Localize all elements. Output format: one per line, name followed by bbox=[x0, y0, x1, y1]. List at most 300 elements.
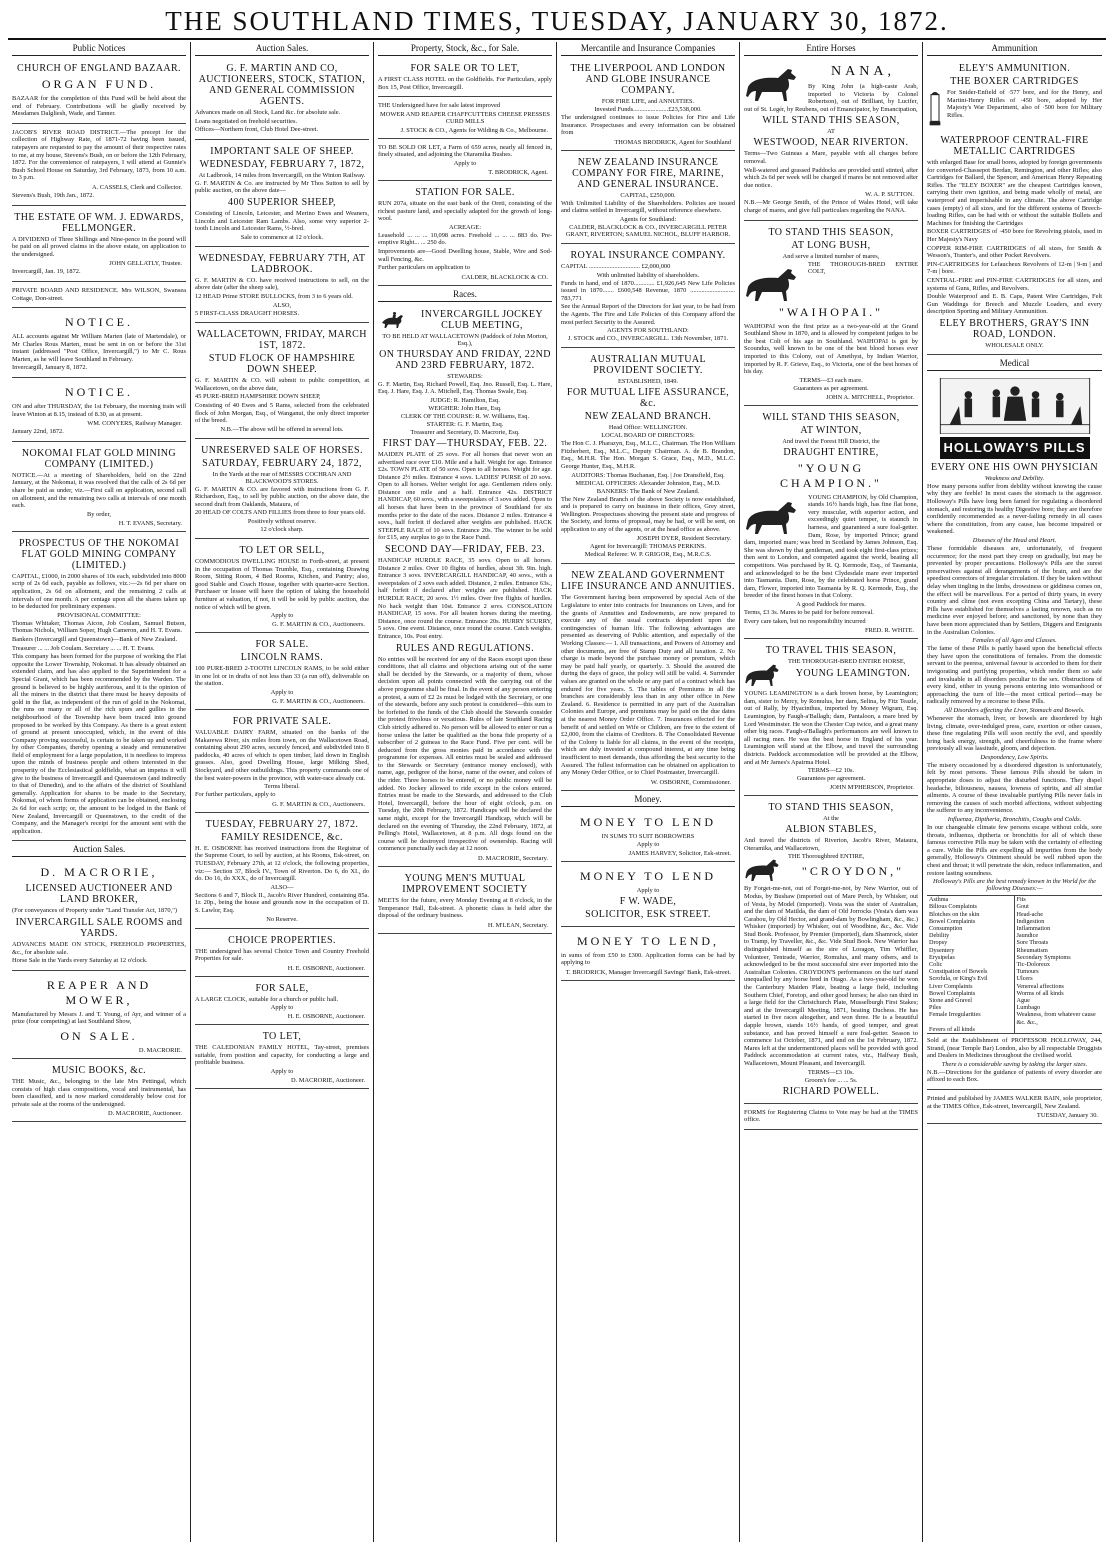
ad-lincoln bbox=[195, 635, 369, 710]
ad-date: Invercargill, January 8, 1872. bbox=[12, 364, 88, 372]
ad-terms: TERMS—£2 10s. bbox=[807, 767, 855, 775]
ad-title: TO LET, bbox=[262, 1031, 302, 1043]
ad-signature: JAMES HARVEY, Solicitor, Esk-street. bbox=[628, 849, 731, 857]
ad-text: The undersigned continues to issue Policies for Fire and Life Insurance. Prospectuses and every information can be obtained from bbox=[561, 114, 735, 137]
ad-title: AUSTRALIAN MUTUAL PROVIDENT SOCIETY. bbox=[590, 354, 706, 377]
ad-lot: 45 PURE-BRED HAMPSHIRE DOWN SHEEP, bbox=[195, 393, 321, 401]
imprint bbox=[927, 1092, 1102, 1124]
horse-icon bbox=[744, 855, 784, 883]
ad-text: THE Undersigned have for sale latest improved bbox=[378, 102, 501, 110]
ad-funds: Invested Funds......................£23,538,000. bbox=[594, 106, 702, 113]
column-insurance-money bbox=[557, 42, 740, 1542]
ad-nana bbox=[744, 59, 918, 221]
ad-apply: Apply to bbox=[636, 886, 660, 894]
ad-heading: Influenza, Diptheria, Bronchitis, Coughs and Colds. bbox=[947, 816, 1082, 824]
disease-item: Bowel Complaints bbox=[927, 918, 1015, 925]
disease-item: Erysipelas bbox=[927, 954, 1015, 961]
ad-title: NEW ZEALAND INSURANCE COMPANY FOR FIRE, MARINE, AND GENERAL INSURANCE. bbox=[572, 156, 724, 190]
ad-nb: N.B.—Directions for the guidance of patients of every disorder are affixed to each Box. bbox=[927, 1068, 1102, 1084]
ad-text: Offices—Northern front, Club Hotel Dee-street. bbox=[195, 126, 319, 134]
disease-item: Tumours bbox=[1016, 968, 1039, 976]
ad-signature: H. M'LEAN, Secretary. bbox=[487, 921, 548, 929]
column-property-races bbox=[374, 42, 557, 1542]
ad-title: THE ESTATE OF WM. J. EDWARDS, FELLMONGER. bbox=[14, 211, 184, 234]
disease-item: Bowel Complaints bbox=[927, 990, 1015, 997]
ad-travel: And travel the districts of Riverton, Jacob's River, Mataura, Oteramika, and Wallacetown, bbox=[744, 837, 918, 852]
ad-starter: STARTER: G. F. Martin, Esq. bbox=[426, 420, 504, 428]
ad-text: 100 PURE-BRED 2-TOOTH LINCOLN RAMS, to be sold either in one lot or in drafts of not less than 33 (a run off), deliverable on the station. bbox=[195, 665, 369, 688]
ad-judge: JUDGE: R. Hamilton, Esq. bbox=[430, 396, 500, 404]
ad-title: MONEY TO LEND bbox=[579, 868, 717, 883]
disease-item: Dysentery bbox=[927, 947, 1015, 954]
disease-item: Weakness, from whatever cause &c. &c., bbox=[1016, 1011, 1096, 1026]
disease-item: Inflammation bbox=[1016, 925, 1051, 932]
ad-text: Horse Sale in the Yards every Saturday at 12 o'clock. bbox=[12, 957, 148, 965]
ad-sheep-sale bbox=[195, 142, 369, 247]
ad-text: G. F. MARTIN & CO. have received instructions to sell, on the above date (after the sheep sale), bbox=[195, 276, 369, 292]
ad-terms: TERMS—£3 each mare. bbox=[799, 376, 863, 384]
ad-subtitle: IN SUMS TO SUIT BORROWERS bbox=[601, 832, 695, 840]
ad-directors: The Hon C. J. Pharazyn, Esq., M.L.C., Chairman. The Hon William Fitzherbert, Esq., M.L.C., Deputy Chairman. A. de B. Brandon, Esq., M.H.R. The Hon. Morgan S. Grace, Esq., M.D., M.L.C. George Hunter, Esq., M.H.R. bbox=[561, 440, 735, 470]
horse-icon bbox=[744, 496, 804, 536]
ad-text: THE CALEDONIAN FAMILY HOTEL, Tay-street, premises suitable, from position and capacity, for conducting a large and profitable business. bbox=[195, 1044, 369, 1067]
ad-nz-insurance bbox=[561, 153, 735, 244]
ad-heading: All Disorders affecting the Liver, Stomach and Bowels. bbox=[944, 706, 1085, 714]
disease-item: Asthma bbox=[927, 896, 1015, 903]
ad-subtitle: At Ladbrook, 14 miles from Invercargill, on the Winton Railway. bbox=[198, 171, 366, 179]
ad-family-residence bbox=[195, 815, 369, 929]
ad-signature: JOHN GELLATLY, Trustee. bbox=[109, 260, 182, 268]
disease-item: Debility bbox=[927, 932, 1015, 939]
ad-title: MUSIC BOOKS, &c. bbox=[51, 1064, 147, 1076]
ad-text: Loans negotiated on freehold securities. bbox=[195, 117, 298, 125]
ad-text: Manufactured by Messrs J. and T. Young, of Ayr, and winner of a prize (four competing) at last Southland Show, bbox=[12, 1010, 186, 1026]
ad-title: CHOICE PROPERTIES. bbox=[228, 934, 336, 946]
column-entire-horses bbox=[740, 42, 923, 1542]
ad-text: Well-watered and grassed Paddocks are provided until stinted, after which 2s 6d per week will be charged if mares be not removed after due notice. bbox=[744, 166, 918, 189]
ad-signature: J. STOCK and CO., INVERCARGILL. 13th November, 1871. bbox=[567, 335, 729, 343]
ad-royal bbox=[561, 246, 735, 348]
ad-signature: JOSEPH DYER, Resident Secretary. bbox=[636, 535, 731, 543]
ad-signature: D. MACRORIE, Secretary. bbox=[477, 855, 548, 862]
ad-title: G. F. MARTIN AND CO, AUCTIONEERS, STOCK, STATION, AND GENERAL COMMISSION AGENTS. bbox=[198, 63, 366, 107]
ad-heading: Despondency, Low Spirits. bbox=[980, 753, 1049, 761]
disease-item: Venereal affections bbox=[1016, 982, 1064, 990]
ad-by-order: By order, bbox=[87, 510, 111, 518]
ad-auditors: AUDITORS: Thomas Buchanan, Esq. | Joe Dransfield, Esq. bbox=[571, 471, 725, 479]
ad-text: See the Annual Report of the Directors for last year, to be had from the Agents. The Fire and Life Policies of this Company afford the most perfect Security to the Assured. bbox=[561, 303, 735, 326]
ad-title: WEDNESDAY, FEBRUARY 7TH, AT LADBROOK. bbox=[198, 252, 366, 275]
ad-lot: 12 HEAD Prime STORE BULLOCKS, from 3 to 6 years old. bbox=[195, 292, 353, 300]
masthead: THE SOUTHLAND TIMES, TUESDAY, JANUARY 30, 1872. bbox=[8, 6, 1106, 40]
disease-table bbox=[927, 895, 1102, 1034]
ad-at: AT LONG BUSH, bbox=[791, 239, 871, 251]
ad-subtitle: FAMILY RESIDENCE, &c. bbox=[221, 831, 343, 843]
ad-dairy-farm bbox=[195, 712, 369, 813]
ad-signature: G. F. MARTIN & CO., Auctioneers. bbox=[272, 800, 365, 808]
ad-title: NOKOMAI FLAT GOLD MINING COMPANY (LIMITED.) bbox=[21, 447, 177, 470]
ad-officers: Treasurer ... ... Job Coulam. Secretary ... ... H. T. Evans. bbox=[12, 644, 155, 652]
ad-title: FOR SALE, bbox=[255, 982, 309, 994]
ad-bazaar bbox=[12, 59, 186, 124]
ad-second-day: SECOND DAY—FRIDAY, FEB. 23. bbox=[385, 544, 545, 556]
ad-heading: Weakness and Debility. bbox=[984, 474, 1045, 482]
column-auction-sales bbox=[191, 42, 374, 1542]
ad-nz-government bbox=[561, 566, 735, 790]
ad-title: D. MACRORIE, bbox=[40, 865, 158, 880]
column-public-notices bbox=[8, 42, 191, 1542]
ad-ymmis bbox=[378, 869, 552, 934]
ad-title: STATION FOR SALE. bbox=[415, 186, 515, 198]
ad-date: Invercargill, Jan. 19, 1872. bbox=[12, 268, 81, 276]
ad-capital: CAPITAL, £250,000. bbox=[620, 191, 676, 199]
ad-title: DRAUGHT ENTIRE, bbox=[783, 446, 879, 458]
ad-title: FOR SALE. bbox=[255, 639, 309, 651]
ad-text: How many persons suffer from debility without knowing the cause why they are feeble! In most cases the stomach is the aggressor. Holloway's Pills have long been famed for regulating a disordered stomach, and restoring its healthy Digestive bore; they are therefore confidently recommended as a never-failing remedy in all cases where the constitution, from any cause, has become impaired or weakened. bbox=[927, 482, 1102, 536]
disease-item: Indigestion bbox=[1016, 917, 1045, 925]
ad-notice-marten bbox=[12, 310, 186, 378]
ad-subtitle: LICENSED AUCTIONEER AND LAND BROKER, bbox=[25, 883, 173, 906]
ad-choice bbox=[195, 931, 369, 977]
ad-macrorie bbox=[12, 860, 186, 970]
ad-liverpool bbox=[561, 59, 735, 151]
ad-subtitle: THE BOXER CARTRIDGES bbox=[950, 76, 1079, 87]
disease-item: Rheumatism bbox=[1016, 946, 1048, 954]
ad-horses bbox=[195, 441, 369, 539]
ad-subtitle: ORGAN FUND. bbox=[41, 77, 157, 91]
ad-signature: SOLICITOR, ESK STREET. bbox=[585, 908, 711, 920]
ad-apply: Apply to bbox=[270, 689, 294, 696]
ad-holloway bbox=[927, 374, 1102, 1090]
disease-item: Piles bbox=[927, 1004, 1015, 1011]
ad-apply: For further particulars, apply to bbox=[195, 791, 276, 799]
ad-bankers: BANKERS: The Bank of New Zealand. bbox=[596, 487, 700, 495]
ad-title: FOR PRIVATE SALE. bbox=[232, 716, 332, 727]
ad-signature: D. MACRORIE. bbox=[138, 1046, 182, 1054]
ad-title: CHURCH OF ENGLAND BAZAAR. bbox=[17, 63, 181, 74]
ad-lot: 5 FIRST-CLASS DRAUGHT HORSES. bbox=[195, 309, 300, 317]
ad-text: BAZAAR for the completion of this Fund will be held about the end of February. Contributions will be gladly received by Mesdames Dalgliesh, Wade, and Tanner. bbox=[12, 95, 186, 118]
ad-subtitle: FOR MUTUAL LIFE ASSURANCE, &c. bbox=[566, 387, 730, 410]
ad-title: ROYAL INSURANCE COMPANY. bbox=[570, 249, 726, 261]
ad-on-sale: ON SALE. bbox=[60, 1028, 138, 1043]
ad-title: NANA, bbox=[831, 64, 895, 79]
ad-date: Stevens's Bush, 19th Jan., 1872. bbox=[12, 191, 95, 199]
ad-terms: Terms liberal. bbox=[264, 783, 300, 791]
ad-signature: D. MACRORIE, Auctioneer. bbox=[290, 1077, 365, 1085]
ad-farm bbox=[378, 141, 552, 181]
ad-signature: FRED. R. WHITE. bbox=[864, 627, 914, 635]
ad-text: These formidable diseases are, unfortunately, of frequent occurrence; for the most part they creep on gradually, but may be prevented by proper precautions. Holloway's Pills are the surest preservatives against all derangements of the brain, and are the speediest correctors of irregular circulation. If they be taken without delay when tingling in the limbs, drowsiness or giddiness comes on, the effect will be marvellous. For a period of thirty years, in every country and clime (not even excepting China and Tartary), these Pills have established for themselves a lasting renown, such as no medicine ever enjoyed before; and sanctioned, by none than they have been more appreciated than by Settlers, Diggers and Emigrants in the Australian Colonies. bbox=[927, 545, 1102, 636]
ad-pin: PIN-CARTRIDGES for Lefaucheux Revolvers of 12-m | 9-m | and 7-m | bore. bbox=[927, 260, 1102, 276]
ad-text: YOUNG CHAMPION, by Old Champion, stands 16½ hands high, has fine flat bone, very muscular, with superior action, and exceedingly quiet temper, is staunch in harness, and guaranteed a sure foal-getter. Dam, Rose, by imported Prince; grand dam, imported mare; was bred in Scotland by James Johnson, Esq. She was shown by that gentleman, and took eight first-class prizes; then sent to London, and competed against the world, beating all competitors. Was purchased by R. Q. Kermode, Esq., of Tasmania, and acknowledged to be the best Clydesdale mare ever imported into Tasmania. Dam, Rose, by the celebrated horse Prince, grand dam, Flower, imported into Tasmania by R. Q. Kermode, Esq., the breeder of the finest horses in that Colony. bbox=[744, 493, 918, 600]
disease-item: Stone and Gravel bbox=[927, 997, 1015, 1004]
ad-text: In our changeable climate few persons escape without colds, sore throats, influenza, diptheria or bronchitis for all of which these famous corrective Pills may be taken with the certainty of effecting a cure. While the Pills are expelling all impurities from the body generally, Holloway's Ointment should be well rubbed upon the chest and throat; it will penetrate the skin, reduce inflammation, and restore lasting soundness. bbox=[927, 824, 1102, 877]
disease-item: Lumbago bbox=[1016, 1004, 1041, 1012]
ad-to-let bbox=[195, 541, 369, 633]
ad-at: AT WINTON, bbox=[800, 424, 862, 436]
disease-item: Jaundice bbox=[1016, 932, 1039, 940]
ad-signature: THOMAS BRODRICK, Agent for Southland bbox=[614, 138, 731, 146]
ad-text: in sums of from £50 to £300. Application forms can be had by applying to bbox=[561, 951, 735, 967]
ad-stand: TO STAND THIS SEASON, bbox=[768, 226, 894, 238]
ad-reserve: Positively without reserve. bbox=[247, 518, 317, 526]
ad-bankers: Bankers (Invercargill and Queenstown)—Bank of New Zealand. bbox=[12, 635, 178, 643]
imprint-text: Printed and published by JAMES WALKER BAIN, sole proprietor, at the TIMES Office, Esk-street, Invercargill, New Zealand. bbox=[927, 1095, 1102, 1110]
ad-hotel bbox=[378, 59, 552, 97]
ad-signature: JOHN A. MITCHELL, Proprietor. bbox=[825, 393, 914, 401]
ad-text: This company has been formed for the purpose of working the Flat opposite the Lower Township, Nokomai. It has already obtained an extended claim, and has also applied to the Superintendent for a Special Grant, which has been recommended by the Warden. The ground is believed to be highly auriferous, and it is the opinion of all the miners in the district that there must be heavy deposits of gold in the flat, as independent of the run of gold in the Nokomai, the runs on many or all of the rich spurs and gullies in the neighbourhood of the Township have been traced into ground proposed to be worked by this Company. As there is a great extent of ground at present unoccupied, which, in the event of this Company proving successful, is certain to be taken up and worked by other Companies, thereby opening a steady and remunerative field of employment for a large population, it is needless to impress upon the minds of business people and others interested in the prosperity of the Ecclesiastical goldfields, what an impetus it will give to the business of Invercargill and Queenstown (and indirectly to that of Dunedin), and to the affairs of the district of Southland generally. Application for shares to be made to the Secretary, Nokomai, of whom forms of application can be obtained, enclosing 2s 6d for each scrip; or, the amount to be lodged in the Bank of New Zealand, Invercargill or Queenstown, to the credit of the Company, and the Manager's receipt for the amount sent with the application. bbox=[12, 653, 186, 835]
ad-text: No entries will be received for any of the Races except upon these conditions, that all claims and objections arising out of the same shall be decided by the Stewards, or a majority of them, whose decision upon all points connected with the carrying out of the above programme shall be final. In the event of any person entering a protest, a sum of £2 2s must be lodged with the Secretary, or one of the stewards, before any such protest is considered—this sum to be forfeited to the funds of the Club should the Stewards consider the protest frivolous or vexatious. Rules of late Southland Racing Club strictly adhered to. No person will be allowed to enter or run a horse unless the latter be qualified as the bona fide property of a subscriber of 2 guineas to the Race Fund. Five per cent. will be deducted from the gross monies paid in accordance with the programme for expenses. All entries must be sealed and addressed to the Stewards or Secretary (entrance money enclosed), with name, age, pedigree of the horse, name of the owner, and colors of the rider. Three horses to be entered, or no public money will be added. No Jockey allowed to ride except in the colors entered. Entries must be made to the Stewards, and addressed to the Club Hotel, Invercargill, before the hour of eight o'clock, p.m. on Tuesday, the 20th February, 1872. Handicaps will be declared the same night, except for the Invercargill Handicap, which will be declared on the evening of Thursday, the 22nd February, 1872, at Pelling's Hotel, Wallacetown, at 8 p.m. All dogs found on the course will be destroyed irrespective of ownership. Racing will commence punctually each day at 12 noon. bbox=[378, 655, 552, 853]
ad-rooms: INVERCARGILL SALE ROOMS and YARDS. bbox=[15, 917, 183, 939]
ad-stand: TO STAND THIS SEASON, bbox=[768, 802, 894, 814]
ad-text: Improvements are—Good Dwelling house, Stable, Wire and Sod-wall Fencing, &c. bbox=[378, 247, 552, 263]
ad-boxer-pistol: BOXER CARTRIDGES of ·450 bore for Revolving pistols, used in Her Majesty's Navy bbox=[927, 228, 1102, 243]
ad-table-head: Holloway's Pills are the best remedy known in the World for the following Diseases:— bbox=[932, 878, 1097, 893]
ad-title: MONEY TO LEND bbox=[579, 814, 717, 829]
disease-item: Secondary Symptoms bbox=[1016, 953, 1071, 961]
section-heading: Auction Sales. bbox=[12, 843, 186, 857]
ad-text: For Snider-Enfield of ·577 bore, and for the Henry, and Martini-Henry Rifles of ·450 bore, adopted by Her Majesty's War Department, also of ·500 bore for Military Rifles. bbox=[947, 89, 1102, 119]
ad-stewards-head: STEWARDS: bbox=[447, 372, 483, 380]
ad-local-board: LOCAL BOARD OF DIRECTORS: bbox=[601, 432, 695, 440]
ad-text: The fame of these Pills is partly based upon the beneficial effects they have upon the constitutions of females. From the domestic servant to the peeress, universal favour is accorded to them for their invigorating and purifying properties, which render them so safe and invaluable in all disorders peculiar to the sex. Obstructions of every kind, either in young persons entering into womanhood or approaching the turn of life—the most critical period—may be radically removed by a recourse to these Pills. bbox=[927, 645, 1102, 706]
disease-item: Worms of all kinds bbox=[1016, 989, 1064, 997]
section-heading: Public Notices bbox=[12, 42, 186, 56]
disease-item: Ague bbox=[1016, 997, 1030, 1005]
ad-music bbox=[12, 1061, 186, 1122]
columns bbox=[8, 42, 1106, 1542]
ad-text: RUN 207a, situate on the east bank of the Oreti, consisting of the richest pasture land, and specially adapted for the growth of long-wool. bbox=[378, 199, 552, 223]
ad-reserve: No Reserve. bbox=[266, 915, 298, 923]
ad-paddock: A good Paddock for mares. bbox=[796, 601, 866, 608]
ad-title: NEW ZEALAND GOVERNMENT LIFE INSURANCE AND ANNUITIES. bbox=[561, 570, 735, 593]
ad-text: JACOB'S RIVER ROAD DISTRICT.—The precept for the collection of Highway Rate, of 1871-72 having been issued, ratepayers are requested to pay the amount of their respective rates to me, at my house, Stevens's Bush, on or before the 12th February, 1872. For the convenience of ratepayers, I will attend at Gunnie's Bush School House on Saturday, 3rd February, 1873, from 10 a.m. to 3 p.m. bbox=[12, 128, 186, 182]
disease-item: Dropsy bbox=[927, 939, 1015, 946]
ad-apply: Apply to bbox=[270, 1004, 294, 1012]
ad-title: YOUNG MEN'S MUTUAL IMPROVEMENT SOCIETY bbox=[402, 873, 528, 895]
ad-committee: Thomas Whitaker, Thomas Aicon, Job Coulam, Samuel Butson, Thomas Nichols, William Soper, Hugh Cameron, and H. T. Evans. bbox=[12, 619, 186, 635]
ad-medical: MEDICAL OFFICERS: Alexander Johnston, Esq., M.D. bbox=[575, 479, 721, 487]
ad-stand: WILL STAND THIS SEASON, bbox=[762, 115, 900, 127]
ad-treasurer: Treasurer and Secretary, D. Macrorie, Esq. bbox=[410, 428, 520, 436]
ad-station bbox=[378, 183, 552, 286]
ad-guarantee: Guarantees as per agreement. bbox=[793, 384, 869, 392]
ad-office: Head Office: WELLINGTON. bbox=[608, 424, 688, 432]
ad-clerk: CLERK OF THE COURSE: R. W. Williams, Esq. bbox=[400, 412, 530, 420]
ad-croydon bbox=[744, 798, 918, 1103]
ad-prospectus bbox=[12, 534, 186, 842]
ad-wholesale: WHOLESALE ONLY. bbox=[985, 341, 1044, 349]
ad-clock bbox=[195, 979, 369, 1026]
ad-also: ALSO, bbox=[272, 301, 292, 309]
ad-text: (For conveyances of Property under "Land Transfer Act, 1870,") bbox=[12, 907, 177, 915]
ad-signature: RICHARD POWELL. bbox=[782, 1085, 880, 1097]
ad-text: THE undersigned has several Choice Town and Country Freehold Properties for sale. bbox=[195, 947, 369, 963]
ad-subtitle: STUD FLOCK OF HAMPSHIRE DOWN SHEEP. bbox=[208, 353, 356, 376]
ad-title: THE THOROUGH-BRED ENTIRE HORSE, bbox=[788, 658, 906, 666]
disease-item: Fits bbox=[1016, 896, 1026, 904]
ad-text: With Unlimited Liability of the Shareholders. Policies are issued and claims settled in Invercargill, without reference elsewhere. bbox=[561, 199, 735, 215]
ad-text: Consisting of Lincoln, Leicester, and Merino Ewes and Weaners, Lincoln and Leicester Ram Lambs. Also, some very superior 2-tooth Lincoln and Leicester Rams, ½-bred. bbox=[195, 209, 369, 233]
ad-apply: Further particulars on application to bbox=[378, 264, 470, 272]
ad-horse-name: "WAIHOPAI." bbox=[778, 304, 884, 319]
ad-text: FORMS for Registering Claims to Vote may be had at the TIMES office. bbox=[744, 1108, 918, 1124]
ad-date: January 22nd, 1872. bbox=[12, 428, 64, 436]
ad-signature: D. MACRORIE, Auctioneer. bbox=[107, 1110, 182, 1118]
ad-text: HANDICAP HURDLE RACE, 35 sovs. Open to all horses. Distance 2 miles. Over 10 flights of hurdles, about 3ft. 9in. high. Entrance 3 sovs. INVERCARGILL HANDICAP, 40 sovs., with a sweepstakes of 2 sovs each added. Distance, 2 miles. Entrance 63s., half forfeit if declared after weights are published. HACK HURDLE RACE, 20 sovs. 1½ miles. Over five flights of hurdles. No hack weight than 10st. Entrance 2 sovs. CONSOLATION HANDICAP, 15 sovs. For all beaten horses during the meeting. Distance, once round the course. Entrance 20s. HURRY SCURRY, 5 sovs. One event. Distance, once round the course. Catch weights. Entrance, 10s. Post entry. bbox=[378, 557, 552, 640]
ad-acreage: Leasehold ... ... ... 10,098 acres. Freehold ... ... ... 883 do. Pre-emptive Right... ... 250 do. bbox=[378, 231, 552, 247]
ad-text: H. E. OSBORNE has received instructions from the Registrar of the Supreme Court, to sell by auction, at his Rooms, Esk-street, on TUESDAY, February 27th, at 12 o'clock, the following properties, viz:— Section 37, Block IV., Town of Riverton. Do 6, do XI., do do. Do 16, do XXX., do of Invercargill. bbox=[195, 844, 369, 883]
section-heading: Medical bbox=[927, 357, 1102, 371]
ad-text: ON and after THURSDAY, the 1st February, the morning train will leave Winton at 8.15, instead of 8.30, as at present. bbox=[12, 403, 186, 418]
ad-first-day: FIRST DAY—THURSDAY, FEB. 22. bbox=[382, 437, 548, 449]
horse-icon bbox=[744, 660, 784, 688]
ad-text: Whenever the stomach, liver, or bowels are disordered by high living, climate, over-indulged press, care, exertion or other causes, these fine regulating Pills will soon rectify the evil, and speedily bring back energy, strength, and cheerfulness to the frame where previously all was lassitude, gloom, and dejection. bbox=[927, 714, 1102, 753]
ad-capital: CAPITAL ................................ £2,000,000 bbox=[561, 262, 671, 270]
ad-forms bbox=[744, 1106, 918, 1130]
ad-board bbox=[12, 284, 186, 308]
ad-stand: TO TRAVEL THIS SEASON, bbox=[765, 645, 897, 657]
cartridge-icon bbox=[927, 91, 943, 133]
ad-waterproof: WATERPROOF CENTRAL-FIRE METALLIC CARTRIDGES bbox=[940, 135, 1089, 157]
disease-item: Constipation of Bowels bbox=[927, 968, 1015, 975]
ad-jockey-club bbox=[378, 305, 552, 867]
ad-jacobs-river bbox=[12, 126, 186, 206]
ad-nb: N.B.—Mr George Smith, of the Prince of Wales Hotel, will take charge of mares, and give full particulars regarding the NANA. bbox=[744, 199, 918, 214]
ad-title: ELEY'S AMMUNITION. bbox=[958, 63, 1071, 74]
ad-text: A LARGE CLOCK, suitable for a church or public hall. bbox=[195, 995, 339, 1003]
ad-agents: Agents for Southland: bbox=[619, 215, 677, 223]
ad-title: THE LIVERPOOL AND LONDON AND GLOBE INSURANCE COMPANY. bbox=[570, 63, 726, 96]
engraving-illustration-icon bbox=[935, 378, 1095, 434]
ad-title: WALLACETOWN, FRIDAY, MARCH 1ST, 1872. bbox=[197, 329, 367, 352]
ad-apply: Apply to bbox=[270, 612, 294, 620]
disease-item: Blotches on the skin bbox=[927, 911, 1015, 918]
ad-young-champion bbox=[744, 408, 918, 640]
ad-wads: Double Waterproof and E. B. Caps, Patent Wire Cartridges, Felt Gun Waddings for Breech and Muzzle Loaders, and every description Sporting and Military Ammunition. bbox=[927, 293, 1102, 316]
ad-text: G. F. MARTIN & CO. are favored with instructions from G. F. Richardson, Esq., to sell by public auction, on the above date, the second draft from Oaklands, Mataura, of bbox=[195, 485, 369, 508]
ad-money-wade bbox=[561, 864, 735, 927]
ad-title: INVERCARGILL JOCKEY CLUB MEETING, bbox=[421, 308, 543, 331]
ad-apply: Apply to bbox=[270, 1068, 294, 1076]
ad-terms: Terms, £3 3s. Mares to be paid for before removal. bbox=[744, 609, 874, 616]
disease-item: Bilious Complaints bbox=[927, 903, 1015, 910]
ad-martin bbox=[195, 59, 369, 140]
ad-title: REAPER AND MOWER, bbox=[46, 977, 152, 1007]
ad-date-heading: WEDNESDAY, FEBRUARY 7, 1872, bbox=[199, 158, 365, 170]
ad-nb: N.B.—The above will be offered in several lots. bbox=[220, 425, 344, 433]
ad-text: MAIDEN PLATE of 25 sovs. For all horses that never won an advertised race over £10. Mile and a half. Weight for age. Entrance £2s. TOWN PLATE of 50 sovs. Open to all horses. Weight for age. Distance 2½ miles. Entrance 4 sovs. LADIES' PURSE of 20 sovs. Open to all horses. Welter weight for age. Gentlemen riders only. Distance one mile and a half. Entrance 42s. DISTRICT HANDICAP, 60 sovs., with a sweepstakes of 3 sovs added. Open to all horses that have been in the province of Southland for six months prior to the date of the races. Distance 2 miles. Entrance 4 sovs., half forfeit if declared after weights are published. HACK STEEPLE RACE of 10 sovs. Entrance 20s. The winner to be sold for £15, any surplus to go to the Race Fund. bbox=[378, 450, 552, 542]
section-heading: Auction Sales. bbox=[195, 42, 369, 56]
ad-text: CAPITAL, £1000, in 2000 shares of 10s each, subdivided into 8000 scrip of 2s 6d each, payable as follows, viz.:—2s 6d per share on application, 2s 6d on allotment, and the remaining 2 calls at intervals of one month. A per centage upon all the shares taken up to be deducted for preliminary expenses. bbox=[12, 572, 186, 611]
ad-text: A DIVIDEND of Three Shillings and Nine-pence in the pound will be paid on all proved claims in the above estate, on application to the undersigned. bbox=[12, 235, 186, 258]
ad-dates: ON THURSDAY AND FRIDAY, 22ND AND 23RD FEBRUARY, 1872. bbox=[379, 348, 551, 371]
ad-lot: 400 SUPERIOR SHEEP, bbox=[228, 196, 336, 208]
ad-signature: H. E. OSBORNE, Auctioneer. bbox=[287, 964, 365, 972]
ad-text: A FIRST CLASS HOTEL on the Goldfields. For Particulars, apply Box 15, Post Office, Invercargill. bbox=[378, 76, 552, 91]
section-heading: Races. bbox=[378, 288, 552, 302]
ad-text: MEETS for the future, every Monday Evening at 8 o'clock, in the Temperance Hall, Esk-street. A phonetic class is held after the disposal of the ordinary business. bbox=[378, 897, 552, 920]
ad-agents: AGENTS FOR SOUTHLAND: bbox=[607, 327, 689, 335]
ad-text: The Government having been empowered by special Acts of the Legislature to enter into contracts for Insurances on Lives, and for the grants of Annuities and Endowments, are now prepared to execute any of the usual contracts dependent upon the contingencies of human life. The following advantages are presented as deserving of Public attention, and especially of the Working Classes:— 1. All transactions, and Powers of Attorney and other documents, are free of Stamp Duty and all taxation. 2. No charge is made beyond the purchase money or premium, which may be paid half yearly, or quarterly. 3. Should the assured die during the days of grace, the policy will still be valid. 4. Surrender values are granted on the whole or any part of a contract which has endured for five years. 5. The tables of Premiums in all the branches are considerably less than in any other office in New Zealand. 6. Residence is permitted in any part of the Australian Colonies and Europe, and premiums may be paid on the due dates at the nearest Money Order Office. 7. Insurances effected for the benefit of and settled on Wife or Children, are free to the extent of £2,000, from the claims of Creditors. 8. The Consolidated Revenue of the Colony is liable for all claims, in the event of the receipts, which are duly invested at compound interest, at any time being insufficient to meet demands, thus affording the best security to the Assured. The fullest information can be obtained on application to any Money Order Office, or to Chief Postmaster, Invercargill. bbox=[561, 594, 735, 777]
ad-text: NOTICE.—At a meeting of Shareholders, held on the 22nd January, at the Nokomai, it was resolved that the calls of 2s 6d per share be paid as under, viz.—First call on application, second call on allotment, and the remaining two calls at intervals of one month each. bbox=[12, 471, 186, 510]
ad-care: Every care taken, but no responsibility incurred bbox=[744, 617, 866, 625]
ad-wallacetown bbox=[195, 325, 369, 439]
disease-item: Fevers of all kinds bbox=[927, 1026, 1015, 1033]
ad-text: ALL accounts against Mr William Marten (late of Martendale), or Mr Charles Rous Marten, must be sent in on or before the 31st instant (addressed "Post Office, Invercargill,") to Mr C. Rous Marten, as he will leave Southland in February. bbox=[12, 333, 186, 363]
ad-apply: Apply to bbox=[636, 840, 660, 848]
ad-signature: H. T. EVANS, Secretary. bbox=[118, 519, 182, 527]
ad-title: EVERY ONE HIS OWN PHYSICIAN bbox=[930, 461, 1099, 473]
ad-horse-name: "CROYDON," bbox=[801, 863, 905, 878]
ad-referee: Medical Referee: W. P. GRIGOR, Esq., M.R.C.S. bbox=[584, 551, 712, 559]
ad-text: ADVANCES MADE ON STOCK, FREEHOLD PROPERTIES, &c., for absolute sale. bbox=[12, 941, 186, 956]
ad-text: G. F. MARTIN & Co. are instructed by Mr Thos Sutton to sell by public auction, on the above date— bbox=[195, 179, 369, 195]
ad-text: THE Music, &c., belonging to the late Mrs Pettingal, which consists of high class compositions, vocal and instrumental, has been classified, and is now marked considerably below cost for private sale at the rooms of the undersigned. bbox=[12, 1077, 186, 1108]
ad-branch: NEW ZEALAND BRANCH. bbox=[584, 411, 712, 423]
ad-stand: WILL STAND THIS SEASON, bbox=[762, 411, 900, 423]
ad-text: COMMODIOUS DWELLING HOUSE in Forth-street, at present in the occupation of Thomas Trumble, Esq., containing Drawing Room, Sitting Room, 4 Bed Rooms, Kitchen, and Pantry; also, good Stable and Coach House, together with quarter-acre Section. Purchaser or lessee will have the option of taking the household furniture at valuation, if not, it will be sold by public auction, due notice of which will be given. bbox=[195, 558, 369, 611]
disease-item: Female Irregularities bbox=[927, 1011, 1015, 1025]
disease-item: Scrofula, or King's Evil bbox=[927, 975, 1015, 982]
ad-serve: And serve a limited number of mares, bbox=[782, 252, 880, 260]
ad-liability: With unlimited liability of shareholders. bbox=[596, 271, 700, 279]
ad-heading: Diseases of the Head and Heart. bbox=[972, 537, 1057, 545]
ad-heading: Females of all Ages and Classes. bbox=[972, 637, 1057, 645]
ad-signature: G. F. MARTIN & CO., Auctioneers. bbox=[272, 621, 365, 629]
ad-place: ALBION STABLES, bbox=[785, 824, 877, 836]
ad-time: 12 o'clock sharp. bbox=[260, 526, 304, 534]
ad-subtitle: LINCOLN RAMS. bbox=[240, 652, 324, 664]
ad-signature: CALDER, BLACKLOCK & CO. bbox=[461, 273, 548, 281]
ad-title: NOTICE. bbox=[65, 385, 133, 400]
ad-estate bbox=[12, 208, 186, 282]
ad-agent: Agent for Invercargill: THOMAS PERKINS. bbox=[589, 543, 707, 551]
ad-terms: TERMS—£3 10s. bbox=[807, 1068, 855, 1076]
ad-place: WESTWOOD, NEAR RIVERTON. bbox=[753, 137, 909, 149]
ad-signature: J. STOCK & CO., Agents for Wilding & Co., Melbourne. bbox=[400, 126, 548, 134]
ad-text: VALUABLE DAIRY FARM, situated on the banks of the Makarewa River, six miles from town, on the Wallacetown Road, containing about 290 acres, securely fenced, and subdivided into 8 paddocks, 40 acres of which is open timber, laid down in English grasses. Also, good Dwelling House, large Milking Shed, Stockyard, and other outbuildings. This property commands one of the best water-powers in the province, with water-race already cut. bbox=[195, 729, 369, 782]
horse-icon bbox=[744, 263, 804, 303]
ad-text: Sections 6 and 7, Block II., Jacob's River Hundred, containing 85a. 1r. 20p., being the house and grounds now in the occupation of D. S. Lawlor, Esq. bbox=[195, 891, 369, 914]
ad-young-leamington bbox=[744, 641, 918, 796]
ad-time: Sale to commence at 12 o'clock. bbox=[240, 233, 324, 241]
section-heading: Mercantile and Insurance Companies bbox=[561, 42, 735, 56]
ad-amp bbox=[561, 350, 735, 564]
ad-subtitle: In the Yards at the rear of MESSRS COCHRAN AND BLACKWOOD'S STORES. bbox=[212, 470, 352, 485]
ad-name: F W. WADE, bbox=[619, 895, 677, 907]
ad-stewards: G. F. Martin, Esq. Richard Powell, Esq. Jno. Russell, Esq. L. Hare, Esq. J. Hare, Esq. J. A. Mitchell, Esq. Thomas Swale, Esq. bbox=[378, 380, 552, 396]
ad-text: Sold at the Establishment of PROFESSOR HOLLOWAY, 244, Strand, (near Temple Bar) London, also by all respectable Druggists and Dealers in Medicines throughout the civilised world. bbox=[927, 1037, 1102, 1060]
ad-guarantee: Guarantees per agreement. bbox=[796, 775, 866, 783]
ad-lot: 20 HEAD OF COLTS AND FILLIES from three to four years old. bbox=[195, 509, 366, 517]
ad-text: By King John (a high-caste Arab, imported to Victoria by Colonel Robertson), out of Brilliant, by Lucifer, out of St. Legér, by Reubens, out of Emancipator, by Emancipation, bbox=[744, 83, 918, 113]
ad-text: Consisting of 40 Ewes and 5 Rams, selected from the celebrated flock of John Morgan, Esq., of Wanganui, the only direct importer of the breed. bbox=[195, 401, 369, 425]
ad-signature: T. BRODRICK, Agent. bbox=[488, 168, 548, 176]
ad-text: PRIVATE BOARD AND RESIDENCE. Mrs WILSON, Swansea Cottage, Don-street. bbox=[12, 286, 186, 302]
ad-reaper bbox=[12, 973, 186, 1059]
ad-waihopai bbox=[744, 223, 918, 406]
ad-signature: T. BRODRICK, Manager Invercargill Savings' Bank, Esk-street. bbox=[565, 968, 731, 976]
ad-title: FOR SALE OR TO LET, bbox=[410, 63, 520, 74]
ad-signature: CALDER, BLACKLOCK & CO., INVERCARGILL PETER GRANT, RIVERTON; SAMUEL NICHOL, BLUFF HARBOR. bbox=[565, 223, 731, 238]
holloway-banner: HOLLOWAY'S PILLS bbox=[940, 437, 1090, 459]
ad-text: with enlarged Base for small bores, adopted by foreign governments for converted-Chassepot Berdan, Remington, and other Rifles; also Cartridges for Ballard, the Spencer, and American Henry Repeating Rifles. The "ELEY BOXER" are the cheapest Cartridges known, carrying their own ignition, and being made wholly of metal, are waterproof and imperishable in any climate. The above Cartridge cases (empty) of all sizes, and for the different systems of Breech-loading Rifles, can be had with or without the suitable Bullets and Machines for finishing the Cartridges bbox=[927, 159, 1102, 227]
ad-signature: H. E. OSBORNE, Auctioneer. bbox=[287, 1013, 365, 1021]
disease-item: Gout bbox=[1016, 903, 1029, 911]
ad-caledonian bbox=[195, 1027, 369, 1089]
